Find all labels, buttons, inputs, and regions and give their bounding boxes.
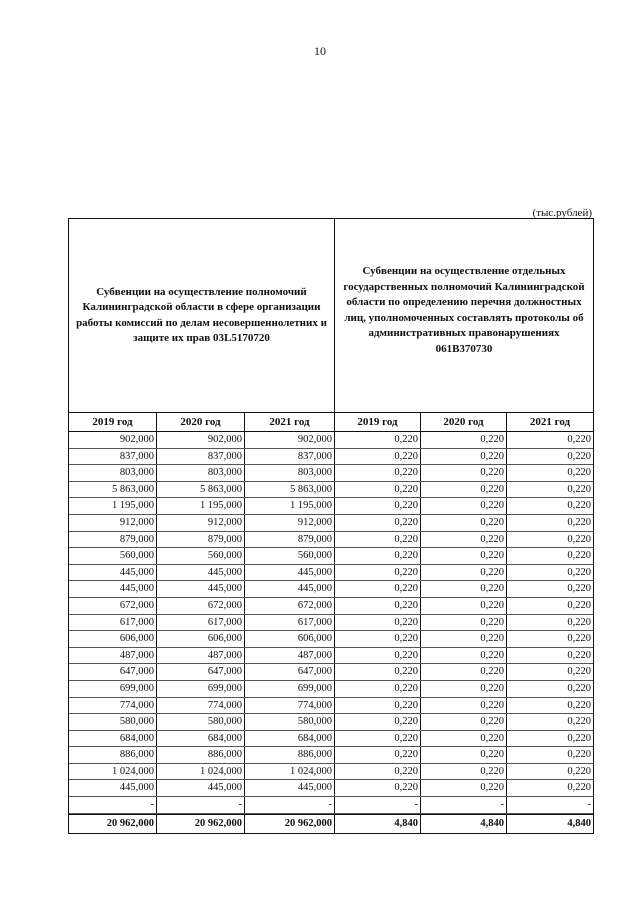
table-cell: 672,000	[69, 598, 157, 614]
table-cell: 0,220	[567, 749, 591, 761]
table-cell: 0,220	[567, 599, 591, 611]
table-cell: 0,220	[335, 482, 421, 498]
table-cell: 902,000	[157, 432, 245, 448]
table-cell: 0,220	[421, 731, 507, 747]
table-cell: 0,220	[421, 548, 507, 564]
table-cell: 0,220	[335, 465, 421, 481]
table-cell: 0,220	[421, 664, 507, 680]
table-cell: 0,220	[421, 615, 507, 631]
total-cell: 4,840	[567, 817, 591, 829]
table-cell: 0,220	[421, 747, 507, 763]
table-cell: 684,000	[245, 731, 335, 747]
table-cell: 774,000	[157, 698, 245, 714]
table-cell: 0,220	[421, 714, 507, 730]
table-cell: 0,220	[335, 780, 421, 796]
table-cell: 560,000	[69, 548, 157, 564]
table-cell: 1 024,000	[157, 764, 245, 780]
table-cell: 0,220	[335, 515, 421, 531]
table-cell: 0,220	[567, 682, 591, 694]
table-cell: 0,220	[421, 681, 507, 697]
table-cell: 1 195,000	[245, 498, 335, 514]
table-row	[69, 764, 593, 781]
table-row	[69, 648, 593, 665]
table-cell: 0,220	[421, 482, 507, 498]
year-header: 2020 год	[421, 413, 507, 431]
table-cell: 0,220	[335, 747, 421, 763]
table-cell: 0,220	[567, 699, 591, 711]
table-cell: 0,220	[421, 698, 507, 714]
table-cell: 445,000	[157, 780, 245, 796]
table-cell: 803,000	[69, 465, 157, 481]
page-number: 10	[314, 44, 326, 58]
table-cell: 0,220	[335, 581, 421, 597]
table-cell: 879,000	[245, 532, 335, 548]
table-cell: 803,000	[157, 465, 245, 481]
table-cell: 445,000	[245, 581, 335, 597]
table-cell: 886,000	[245, 747, 335, 763]
units-label: (тыс.рублей)	[532, 207, 592, 219]
table-row	[69, 731, 593, 748]
subvention-table	[68, 218, 594, 834]
table-cell: -	[587, 799, 591, 811]
table-cell: 580,000	[69, 714, 157, 730]
table-row	[69, 449, 593, 466]
table-row	[69, 465, 593, 482]
table-cell: 0,220	[567, 732, 591, 744]
table-cell: 445,000	[157, 565, 245, 581]
table-row	[69, 482, 593, 499]
table-row	[69, 780, 593, 797]
table-cell: 0,220	[421, 449, 507, 465]
table-cell: 606,000	[245, 631, 335, 647]
table-cell: 902,000	[245, 432, 335, 448]
table-cell: 647,000	[157, 664, 245, 680]
table-row	[69, 714, 593, 731]
table-cell: 5 863,000	[69, 482, 157, 498]
table-cell: 560,000	[157, 548, 245, 564]
table-cell: 0,220	[421, 581, 507, 597]
table-cell: 0,220	[335, 681, 421, 697]
table-cell: 0,220	[567, 550, 591, 562]
table-cell: 0,220	[421, 532, 507, 548]
table-cell: 803,000	[245, 465, 335, 481]
table-cell: 617,000	[69, 615, 157, 631]
year-header: 2019 год	[69, 413, 157, 431]
table-cell: 0,220	[567, 649, 591, 661]
table-cell: 0,220	[567, 467, 591, 479]
table-cell: 0,220	[421, 498, 507, 514]
table-row	[69, 432, 593, 449]
table-cell: 0,220	[335, 532, 421, 548]
table-cell: 617,000	[245, 615, 335, 631]
table-cell: 0,220	[335, 698, 421, 714]
totals-row	[69, 814, 593, 833]
table-cell: 445,000	[245, 565, 335, 581]
table-cell: 445,000	[69, 581, 157, 597]
table-cell: 837,000	[245, 449, 335, 465]
table-cell: 699,000	[157, 681, 245, 697]
table-cell: 0,220	[567, 633, 591, 645]
table-cell: 606,000	[157, 631, 245, 647]
table-row	[69, 498, 593, 515]
table-cell: 837,000	[157, 449, 245, 465]
table-cell: 580,000	[245, 714, 335, 730]
table-cell: 0,220	[567, 765, 591, 777]
left-column-title: Субвенции на осуществление полномочий Калининградской области в сфере организации работы комиссий по делам несовершеннолетних и защите их прав 03L5170720	[69, 219, 335, 412]
table-cell: 0,220	[567, 583, 591, 595]
year-header: 2021 год	[245, 413, 335, 431]
table-cell: 0,220	[335, 598, 421, 614]
table-cell: 445,000	[69, 565, 157, 581]
table-cell: 0,220	[335, 565, 421, 581]
table-cell: 487,000	[69, 648, 157, 664]
table-cell: -	[157, 797, 245, 813]
table-cell: 0,220	[335, 648, 421, 664]
table-row	[69, 565, 593, 582]
table-cell: 902,000	[69, 432, 157, 448]
table-cell: 912,000	[157, 515, 245, 531]
year-header-row	[69, 413, 593, 432]
table-row	[69, 747, 593, 764]
table-cell: 445,000	[245, 780, 335, 796]
table-cell: 672,000	[245, 598, 335, 614]
table-cell: 0,220	[335, 714, 421, 730]
table-row	[69, 548, 593, 565]
table-cell: 0,220	[567, 516, 591, 528]
total-cell: 20 962,000	[69, 815, 157, 833]
table-cell: 487,000	[245, 648, 335, 664]
table-cell: 445,000	[157, 581, 245, 597]
table-cell: 0,220	[567, 533, 591, 545]
table-row	[69, 532, 593, 549]
table-cell: 0,220	[567, 666, 591, 678]
table-cell: 0,220	[335, 764, 421, 780]
total-cell: 4,840	[335, 815, 421, 833]
table-row	[69, 681, 593, 698]
table-row	[69, 615, 593, 632]
table-cell: 774,000	[69, 698, 157, 714]
table-cell: 0,220	[567, 483, 591, 495]
table-cell: 0,220	[567, 782, 591, 794]
table-cell: 647,000	[245, 664, 335, 680]
table-row	[69, 797, 593, 814]
table-cell: 0,220	[335, 615, 421, 631]
table-cell: 684,000	[157, 731, 245, 747]
table-cell: -	[245, 797, 335, 813]
table-cell: 617,000	[157, 615, 245, 631]
table-cell: 699,000	[245, 681, 335, 697]
table-row	[69, 515, 593, 532]
table-cell: 879,000	[69, 532, 157, 548]
table-cell: 0,220	[567, 616, 591, 628]
table-cell: 0,220	[421, 465, 507, 481]
table-cell: 1 195,000	[69, 498, 157, 514]
table-cell: -	[335, 797, 421, 813]
right-column-title: Субвенции на осуществление отдельных государственных полномочий Калининградской области по определению перечня должностных лиц, уполномоченных составлять протоколы об административных правонарушениях 061В370730	[343, 265, 585, 355]
table-cell: 445,000	[69, 780, 157, 796]
table-body	[69, 432, 593, 814]
total-cell: 20 962,000	[245, 815, 335, 833]
table-cell: 0,220	[335, 548, 421, 564]
table-cell: 0,220	[567, 450, 591, 462]
table-row	[69, 581, 593, 598]
table-cell: 774,000	[245, 698, 335, 714]
table-cell: 0,220	[421, 764, 507, 780]
table-row	[69, 631, 593, 648]
table-cell: 5 863,000	[157, 482, 245, 498]
table-cell: 0,220	[421, 565, 507, 581]
table-cell: 1 195,000	[157, 498, 245, 514]
total-cell: 20 962,000	[157, 815, 245, 833]
total-cell: 4,840	[421, 815, 507, 833]
year-header: 2019 год	[335, 413, 421, 431]
table-cell: 879,000	[157, 532, 245, 548]
table-cell: 0,220	[567, 566, 591, 578]
table-cell: 0,220	[421, 631, 507, 647]
table-cell: 560,000	[245, 548, 335, 564]
table-cell: 886,000	[69, 747, 157, 763]
table-cell: 0,220	[335, 631, 421, 647]
table-row	[69, 598, 593, 615]
table-cell: 672,000	[157, 598, 245, 614]
table-cell: 886,000	[157, 747, 245, 763]
table-header	[69, 219, 593, 413]
table-cell: 912,000	[69, 515, 157, 531]
table-cell: 0,220	[335, 731, 421, 747]
table-cell: 0,220	[335, 449, 421, 465]
year-header: 2021 год	[529, 416, 571, 428]
table-cell: 0,220	[421, 515, 507, 531]
table-cell: 0,220	[421, 780, 507, 796]
table-cell: 684,000	[69, 731, 157, 747]
table-cell: 699,000	[69, 681, 157, 697]
table-cell: 487,000	[157, 648, 245, 664]
table-cell: 5 863,000	[245, 482, 335, 498]
table-cell: 0,220	[421, 432, 507, 448]
table-cell: 0,220	[567, 500, 591, 512]
table-cell: 647,000	[69, 664, 157, 680]
table-cell: 0,220	[421, 598, 507, 614]
table-cell: 580,000	[157, 714, 245, 730]
table-cell: 912,000	[245, 515, 335, 531]
table-row	[69, 664, 593, 681]
table-cell: 0,220	[421, 648, 507, 664]
table-cell: 0,220	[335, 498, 421, 514]
year-header: 2020 год	[157, 413, 245, 431]
table-cell: 0,220	[335, 432, 421, 448]
table-cell: 0,220	[567, 716, 591, 728]
table-cell: 606,000	[69, 631, 157, 647]
table-cell: 837,000	[69, 449, 157, 465]
table-cell: 1 024,000	[69, 764, 157, 780]
table-cell: 0,220	[567, 434, 591, 445]
table-row	[69, 698, 593, 715]
table-cell: -	[421, 797, 507, 813]
table-cell: 1 024,000	[245, 764, 335, 780]
table-cell: -	[69, 797, 157, 813]
table-cell: 0,220	[335, 664, 421, 680]
